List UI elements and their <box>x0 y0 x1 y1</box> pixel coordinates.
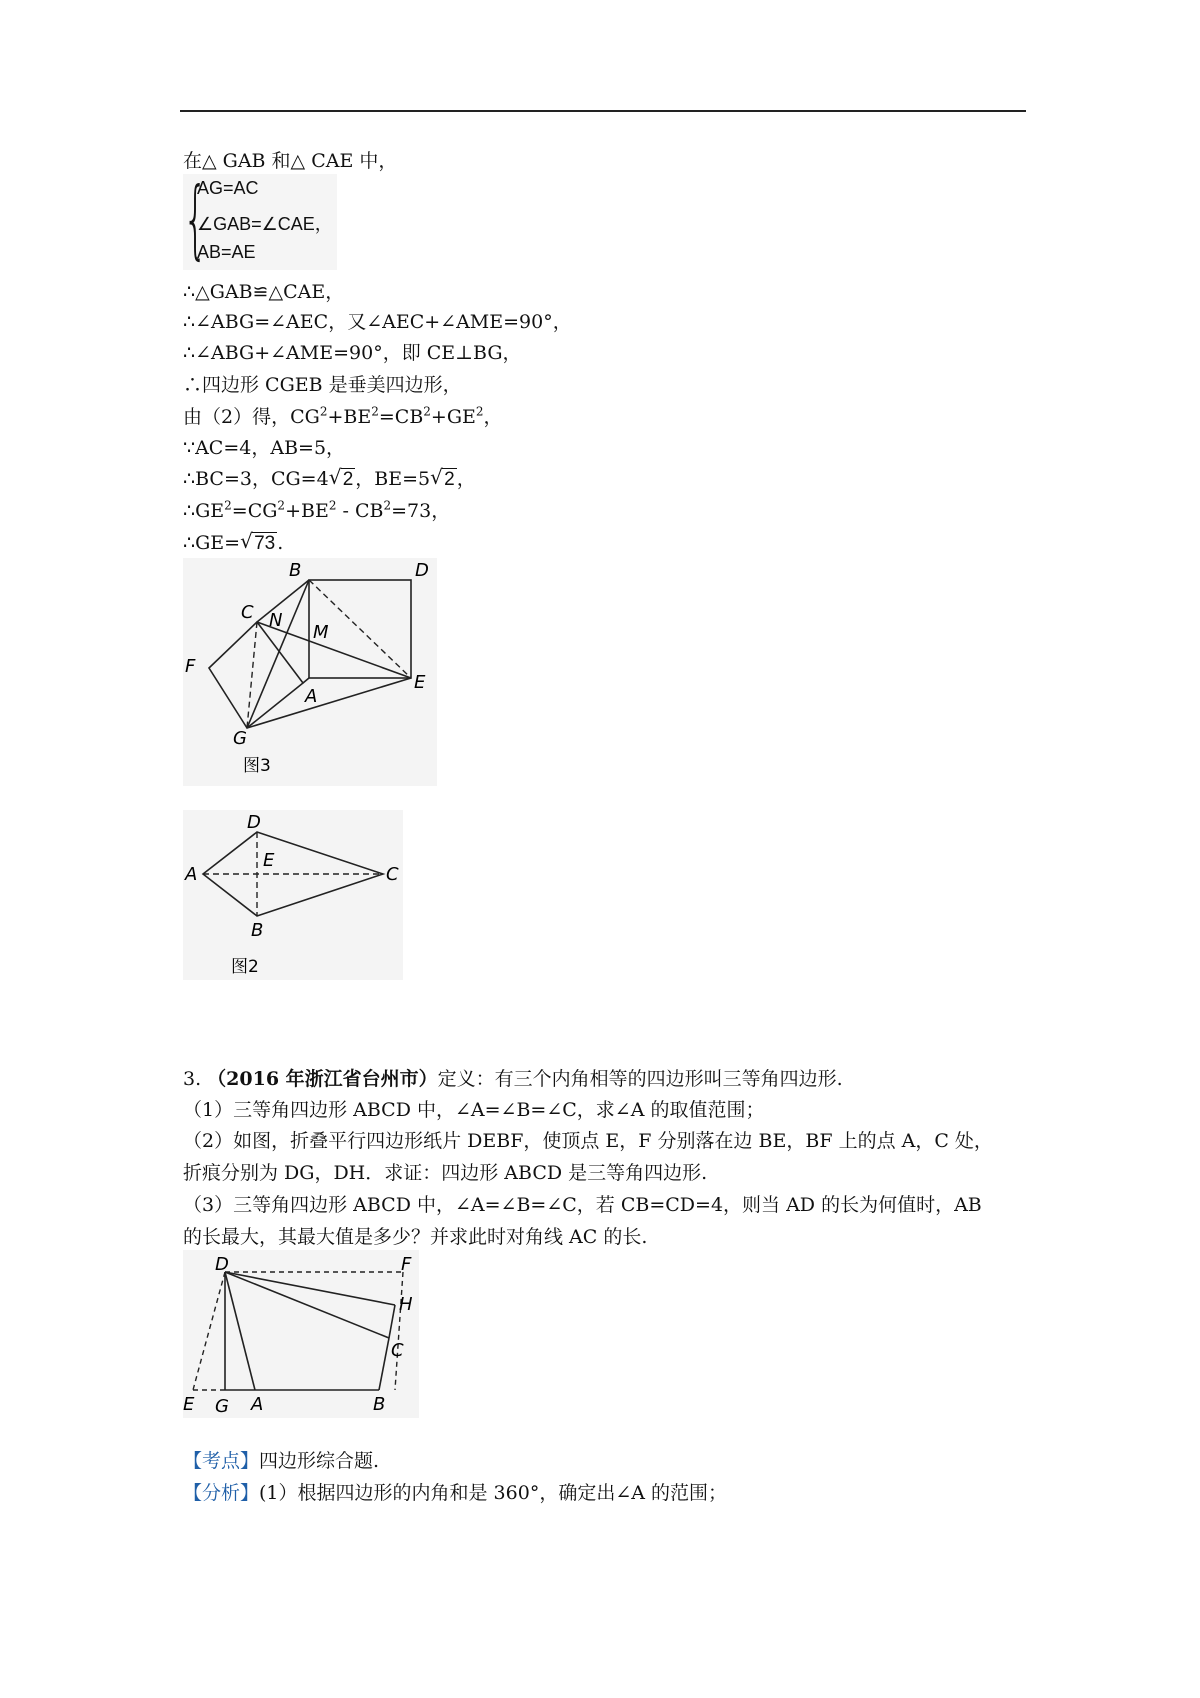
proof-line-3: ∴∠ABG=∠AEC，又∠AEC+∠AME=90°， <box>183 311 572 333</box>
problem-title: 3. （2016 年浙江省台州市）定义：有三个内角相等的四边形叫三等角四边形. <box>183 1068 843 1090</box>
proof-line-8: ∴BC=3，CG=4 √ 2 ，BE=5 √ 2 ， <box>183 466 476 493</box>
label-E: E <box>414 672 426 693</box>
proof-line-10: ∴GE= √ 73 . <box>183 530 283 557</box>
label-G: G <box>215 1396 229 1417</box>
proof-line-6: 由（2）得，$CG^2+BE^2=CB^2+GE^2$， <box>183 404 503 428</box>
label-A: A <box>305 686 318 707</box>
label-G: G <box>233 728 247 749</box>
sqrt-2: √ 2 <box>328 465 354 490</box>
problem-q2b: 折痕分别为 DG，DH．求证：四边形 ABCD 是三等角四边形. <box>183 1162 708 1184</box>
figure-2 <box>183 810 403 980</box>
label-D: D <box>415 560 429 581</box>
label-C: C <box>391 1340 404 1361</box>
label-E: E <box>263 850 275 871</box>
problem-q1: （1）三等角四边形 ABCD 中，∠A=∠B=∠C，求∠A 的取值范围； <box>183 1099 765 1121</box>
figure-2-caption: 图2 <box>231 957 259 977</box>
proof-line-4: ∴∠ABG+∠AME=90°，即 CE⊥BG， <box>183 342 522 364</box>
proof-line-5: ∴四边形 CGEB 是垂美四边形， <box>183 374 462 396</box>
figure-3 <box>183 558 437 786</box>
fenxi-tag: 【分析】 <box>183 1482 260 1504</box>
label-N: N <box>269 610 283 631</box>
problem-q2a: （2）如图，折叠平行四边形纸片 DEBF，使顶点 E，F 分别落在边 BE，BF 上的点 A，C 处， <box>183 1130 993 1152</box>
label-E: E <box>183 1394 195 1415</box>
fenxi-line: 【分析】(1）根据四边形的内角和是 360°，确定出∠A 的范围； <box>183 1482 728 1504</box>
proof-line-1: 在△ GAB 和△ CAE 中， <box>183 150 398 172</box>
sqrt-73: √ 73 <box>240 529 276 554</box>
label-B: B <box>289 560 302 581</box>
proof-line-2: ∴△GAB≌△CAE， <box>183 281 345 303</box>
label-F: F <box>185 656 196 677</box>
brace: { <box>183 169 208 269</box>
label-B: B <box>251 920 264 941</box>
sqrt-2: √ 2 <box>430 465 455 490</box>
kaodian-tag: 【考点】 <box>183 1450 260 1472</box>
sys-eq-1: AG=AC <box>197 178 259 198</box>
proof-line-7: ∵AC=4，AB=5， <box>183 437 346 459</box>
problem-source: （2016 年浙江省台州市） <box>207 1068 438 1090</box>
label-F: F <box>401 1254 412 1275</box>
label-D: D <box>247 812 261 833</box>
figure-4 <box>183 1250 419 1418</box>
label-H: H <box>399 1294 413 1315</box>
header-rule <box>180 110 1026 112</box>
sys-eq-2: ∠GAB=∠CAE， <box>197 214 333 234</box>
label-D: D <box>215 1254 229 1275</box>
label-B: B <box>373 1394 386 1415</box>
label-C: C <box>241 602 254 623</box>
sys-eq-3: AB=AE <box>197 242 256 262</box>
figure-3-caption: 图3 <box>243 756 271 776</box>
label-C: C <box>386 864 399 885</box>
label-A: A <box>251 1394 264 1415</box>
problem-q3b: 的长最大，其最大值是多少？并求此时对角线 AC 的长. <box>183 1226 648 1248</box>
equation-system <box>183 169 337 270</box>
label-A: A <box>185 864 198 885</box>
problem-q3a: （3）三等角四边形 ABCD 中，∠A=∠B=∠C，若 CB=CD=4，则当 AD 的长为何值时，AB <box>183 1194 982 1216</box>
label-M: M <box>313 622 329 643</box>
kaodian-line: 【考点】四边形综合题. <box>183 1450 380 1472</box>
proof-line-9: $\therefore GE^2=CG^2+BE^2 - CB^2=73$， <box>183 498 451 522</box>
